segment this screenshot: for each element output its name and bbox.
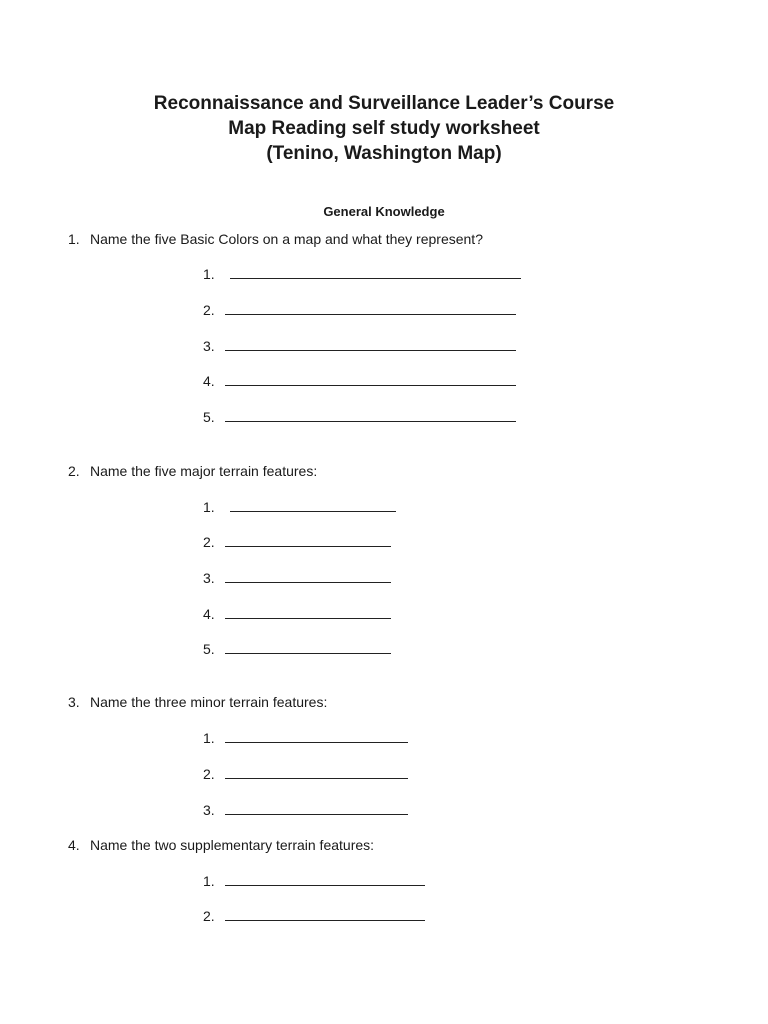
answer-number: 1. [203,499,215,515]
answer-number: 2. [203,302,215,318]
answer-line[interactable] [203,372,516,390]
question-text: Name the five Basic Colors on a map and what they represent? [90,231,483,247]
answer-line[interactable] [203,907,425,925]
answer-line[interactable] [203,605,391,623]
answer-blank[interactable] [225,907,425,921]
answer-number: 1. [203,873,215,889]
answer-blank[interactable] [225,533,391,547]
answer-line[interactable] [203,498,396,516]
question-1 [68,230,483,248]
answer-line[interactable] [203,729,408,747]
answer-number: 3. [203,338,215,354]
question-4 [68,836,374,854]
answer-line[interactable] [203,765,408,783]
question-text: Name the five major terrain features: [90,463,318,479]
answer-blank[interactable] [225,337,516,351]
answer-blank[interactable] [225,801,408,815]
answer-number: 3. [203,570,215,586]
answer-number: 2. [203,766,215,782]
question-3 [68,693,327,711]
answer-blank[interactable] [225,301,516,315]
answer-line[interactable] [203,408,516,426]
answer-blank[interactable] [225,408,516,422]
answer-number: 1. [203,266,215,282]
answer-blank[interactable] [225,765,408,779]
question-number: 4. [68,837,80,853]
answer-number: 2. [203,534,215,550]
title-line-2: Map Reading self study worksheet [228,118,540,139]
answer-blank[interactable] [225,372,516,386]
answer-line[interactable] [203,265,521,283]
answer-blank[interactable] [225,605,391,619]
question-number: 3. [68,694,80,710]
answer-line[interactable] [203,569,391,587]
answer-number: 4. [203,606,215,622]
title-line-3: (Tenino, Washington Map) [266,143,502,164]
question-number: 2. [68,463,80,479]
answer-blank[interactable] [225,640,391,654]
question-number: 1. [68,231,80,247]
answer-line[interactable] [203,301,516,319]
answer-line[interactable] [203,640,391,658]
answer-blank[interactable] [225,872,425,886]
title-line-1: Reconnaissance and Surveillance Leader’s Course [153,93,615,114]
question-text: Name the three minor terrain features: [90,694,328,710]
answer-number: 5. [203,641,215,657]
answer-line[interactable] [203,533,391,551]
answer-blank[interactable] [225,569,391,583]
answer-number: 3. [203,802,215,818]
answer-line[interactable] [203,337,516,355]
section-heading: General Knowledge [323,204,445,219]
answer-line[interactable] [203,801,408,819]
question-text: Name the two supplementary terrain features: [90,837,375,853]
answer-line[interactable] [203,872,425,890]
answer-number: 2. [203,908,215,924]
document-title [0,91,768,166]
answer-blank[interactable] [225,729,408,743]
question-2 [68,462,317,480]
answer-number: 4. [203,373,215,389]
answer-blank[interactable] [230,498,396,512]
answer-blank[interactable] [230,265,521,279]
answer-number: 1. [203,730,215,746]
answer-number: 5. [203,409,215,425]
